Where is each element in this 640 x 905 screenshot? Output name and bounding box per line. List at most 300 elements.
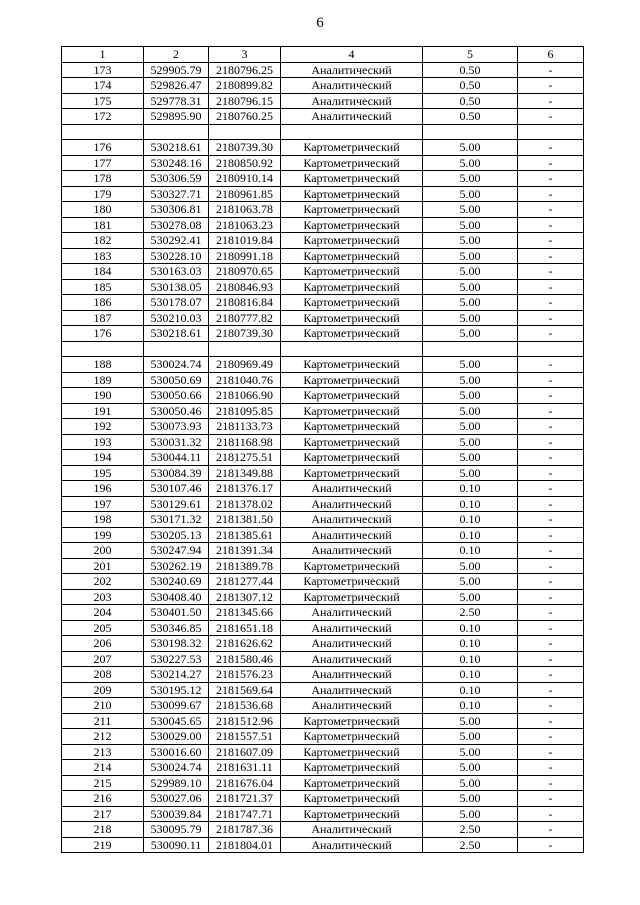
table-cell: 207 [62,651,144,667]
table-cell: - [518,791,584,807]
table-cell: 530050.66 [144,388,209,404]
table-cell: 2180796.15 [209,93,281,109]
table-cell: 530178.07 [144,295,209,311]
table-cell: 5.00 [423,403,518,419]
table-cell: 210 [62,698,144,714]
table-cell: 2181168.98 [209,434,281,450]
table-cell: 5.00 [423,357,518,373]
table-row [62,78,584,94]
table-cell: Картометрический [281,465,423,481]
table-row [62,791,584,807]
table-cell: 529826.47 [144,78,209,94]
table-cell-empty [209,341,281,357]
table-row [62,558,584,574]
table-cell: 2181721.37 [209,791,281,807]
table-cell: 2181747.71 [209,806,281,822]
table-cell: 530171.32 [144,512,209,528]
table-cell: 2180910.14 [209,171,281,187]
table-cell: Аналитический [281,527,423,543]
table-cell: - [518,744,584,760]
table-cell: Аналитический [281,78,423,94]
table-cell: 2181066.90 [209,388,281,404]
table-cell: 192 [62,419,144,435]
table-cell: - [518,357,584,373]
table-cell: 185 [62,279,144,295]
table-row [62,822,584,838]
table-cell: 198 [62,512,144,528]
table-cell: 530084.39 [144,465,209,481]
table-row [62,434,584,450]
table-cell: - [518,512,584,528]
table-cell: Аналитический [281,620,423,636]
table-cell: - [518,264,584,280]
table-cell: 196 [62,481,144,497]
table-cell: 194 [62,450,144,466]
table-row [62,589,584,605]
table-cell: - [518,760,584,776]
table-cell: 203 [62,589,144,605]
table-cell: 530248.16 [144,155,209,171]
table-cell: 530095.79 [144,822,209,838]
table-cell-empty [518,124,584,140]
table-cell: 529778.31 [144,93,209,109]
table-cell: 530050.46 [144,403,209,419]
table-cell: 5.00 [423,233,518,249]
table-cell: 2181095.85 [209,403,281,419]
table-cell: 529895.90 [144,109,209,125]
table-cell: 530024.74 [144,357,209,373]
table-cell: 2180846.93 [209,279,281,295]
table-cell: 206 [62,636,144,652]
table-cell: Аналитический [281,682,423,698]
table-cell: 5.00 [423,140,518,156]
table-cell-empty [518,341,584,357]
table-cell: - [518,217,584,233]
table-cell: - [518,682,584,698]
table-cell: - [518,372,584,388]
coordinates-table [61,46,584,853]
table-cell: 2181019.84 [209,233,281,249]
table-cell: 530306.59 [144,171,209,187]
table-cell: 0.50 [423,93,518,109]
table-cell: 0.50 [423,78,518,94]
table-row [62,372,584,388]
table-cell: Картометрический [281,310,423,326]
table-cell: 5.00 [423,326,518,342]
table-cell: - [518,636,584,652]
table-cell: 530228.10 [144,248,209,264]
table-cell: 2181651.18 [209,620,281,636]
table-row [62,698,584,714]
table-cell: 209 [62,682,144,698]
table-row [62,527,584,543]
table-cell: 2180969.49 [209,357,281,373]
table-cell-empty [423,124,518,140]
table-cell: 530214.27 [144,667,209,683]
table-cell: 530327.71 [144,186,209,202]
table-cell: Аналитический [281,512,423,528]
table-cell: - [518,651,584,667]
table-cell: 0.10 [423,481,518,497]
table-cell: 530090.11 [144,837,209,853]
table-cell: 530016.60 [144,744,209,760]
table-cell: 530195.12 [144,682,209,698]
table-cell: 2181063.23 [209,217,281,233]
table-row [62,744,584,760]
table-row [62,651,584,667]
table-cell: - [518,667,584,683]
table-cell: - [518,806,584,822]
table-cell: Картометрический [281,357,423,373]
table-cell: 2181063.78 [209,202,281,218]
table-cell: 0.10 [423,682,518,698]
table-cell-empty [144,341,209,357]
table-cell: 201 [62,558,144,574]
table-cell: 0.10 [423,543,518,559]
table-cell: 530073.93 [144,419,209,435]
table-cell: 190 [62,388,144,404]
table-cell: 208 [62,667,144,683]
table-cell: 191 [62,403,144,419]
table-cell: - [518,62,584,78]
table-cell: 188 [62,357,144,373]
table-cell: 530401.50 [144,605,209,621]
table-cell: Картометрический [281,744,423,760]
table-row [62,837,584,853]
table-cell: 530039.84 [144,806,209,822]
table-cell: Аналитический [281,698,423,714]
table-row [62,62,584,78]
table-cell: 530138.05 [144,279,209,295]
table-cell: 5.00 [423,186,518,202]
table-cell: 5.00 [423,217,518,233]
table-cell: 214 [62,760,144,776]
table-cell: 0.10 [423,698,518,714]
table-row [62,388,584,404]
table-cell: Аналитический [281,605,423,621]
table-cell: Аналитический [281,62,423,78]
table-cell: Аналитический [281,667,423,683]
table-cell: - [518,558,584,574]
table-cell: - [518,434,584,450]
table-cell: 5.00 [423,295,518,311]
table-cell: 2181378.02 [209,496,281,512]
table-cell-empty [281,341,423,357]
table-cell: 187 [62,310,144,326]
table-cell: Картометрический [281,713,423,729]
table-cell: 530218.61 [144,140,209,156]
table-cell: 2180899.82 [209,78,281,94]
table-cell: - [518,465,584,481]
table-cell: 530262.19 [144,558,209,574]
table-cell: 530050.69 [144,372,209,388]
table-cell: Картометрический [281,326,423,342]
table-cell: Картометрический [281,388,423,404]
table-row [62,713,584,729]
table-cell: - [518,620,584,636]
table-cell: - [518,109,584,125]
table-cell: 2181389.78 [209,558,281,574]
table-cell: 2181569.64 [209,682,281,698]
table-cell: - [518,93,584,109]
table-cell: Картометрический [281,760,423,776]
table-cell: 5.00 [423,775,518,791]
table-cell: - [518,496,584,512]
table-cell: - [518,527,584,543]
table-row [62,155,584,171]
table-cell: Картометрический [281,419,423,435]
table-row [62,295,584,311]
table-cell: 2181626.62 [209,636,281,652]
table-cell: 530205.13 [144,527,209,543]
table-cell: Картометрический [281,248,423,264]
table-cell: Картометрический [281,403,423,419]
table-row [62,512,584,528]
table-cell: 173 [62,62,144,78]
table-row [62,574,584,590]
table-cell: 5.00 [423,388,518,404]
blank-separator-row [62,124,584,140]
table-cell: 530292.41 [144,233,209,249]
table-cell: - [518,248,584,264]
table-cell: 216 [62,791,144,807]
table-cell: 217 [62,806,144,822]
column-header: 5 [423,47,518,63]
table-cell: 530240.69 [144,574,209,590]
table-row [62,419,584,435]
table-cell: 2181512.96 [209,713,281,729]
table-cell: 5.00 [423,372,518,388]
table-cell: 5.00 [423,744,518,760]
table-cell: 2181040.76 [209,372,281,388]
table-cell: Аналитический [281,837,423,853]
table-row [62,496,584,512]
table-cell: 176 [62,140,144,156]
table-cell: - [518,713,584,729]
table-cell: 5.00 [423,171,518,187]
table-cell: 218 [62,822,144,838]
table-cell: 213 [62,744,144,760]
table-cell: 182 [62,233,144,249]
table-cell: 172 [62,109,144,125]
table-cell: 2181307.12 [209,589,281,605]
table-cell: 5.00 [423,589,518,605]
table-cell: 0.10 [423,651,518,667]
table-cell: Картометрический [281,202,423,218]
table-cell: 0.10 [423,667,518,683]
table-cell: 530099.67 [144,698,209,714]
table-cell: 529905.79 [144,62,209,78]
table-cell: Картометрический [281,589,423,605]
table-cell: 5.00 [423,465,518,481]
table-cell: - [518,310,584,326]
table-cell: 530218.61 [144,326,209,342]
table-row [62,93,584,109]
page-number: 6 [316,15,324,31]
table-cell: 2180760.25 [209,109,281,125]
table-cell: - [518,729,584,745]
table-cell: Аналитический [281,481,423,497]
table-cell: 5.00 [423,248,518,264]
column-header: 4 [281,47,423,63]
table-cell: 177 [62,155,144,171]
table-row [62,403,584,419]
table-cell: 5.00 [423,713,518,729]
table-cell: - [518,481,584,497]
table-row [62,605,584,621]
table-cell: - [518,589,584,605]
table-cell: - [518,403,584,419]
table-cell: - [518,279,584,295]
table-cell: - [518,419,584,435]
table-row [62,450,584,466]
table-cell: 2181275.51 [209,450,281,466]
table-cell: Аналитический [281,496,423,512]
table-cell: 199 [62,527,144,543]
table-cell: 5.00 [423,155,518,171]
table-cell: 2181580.46 [209,651,281,667]
table-cell: 202 [62,574,144,590]
table-cell: 179 [62,186,144,202]
table-cell: 530045.65 [144,713,209,729]
table-cell: Картометрический [281,186,423,202]
table-cell: 0.10 [423,496,518,512]
table-cell: 0.50 [423,62,518,78]
table-cell: - [518,171,584,187]
table-row [62,357,584,373]
table-cell: 219 [62,837,144,853]
table-row [62,326,584,342]
table-cell: 5.00 [423,574,518,590]
table-cell: - [518,543,584,559]
table-cell-empty [281,124,423,140]
table-cell: 193 [62,434,144,450]
table-cell: 5.00 [423,806,518,822]
table-cell: - [518,837,584,853]
table-cell: 2180970.65 [209,264,281,280]
table-cell: 529989.10 [144,775,209,791]
table-cell: 530278.08 [144,217,209,233]
table-cell: 2180796.25 [209,62,281,78]
table-row [62,465,584,481]
table-cell: 180 [62,202,144,218]
table-cell: Картометрический [281,450,423,466]
table-cell: 5.00 [423,791,518,807]
table-cell: Картометрический [281,295,423,311]
table-cell: 0.10 [423,527,518,543]
table-cell: 2181676.04 [209,775,281,791]
table-cell: 2181557.51 [209,729,281,745]
table-cell: Аналитический [281,93,423,109]
table-cell: 2181536.68 [209,698,281,714]
table-cell: 5.00 [423,450,518,466]
table-cell: 211 [62,713,144,729]
table-row [62,806,584,822]
table-cell: 2181381.50 [209,512,281,528]
table-cell: 2180816.84 [209,295,281,311]
table-cell: Картометрический [281,140,423,156]
table-cell: 215 [62,775,144,791]
table-cell: 0.10 [423,636,518,652]
column-header: 6 [518,47,584,63]
table-cell: Картометрический [281,171,423,187]
table-row [62,186,584,202]
table-cell-empty [423,341,518,357]
table-cell: 205 [62,620,144,636]
table-cell: 2181345.66 [209,605,281,621]
table-cell: 530107.46 [144,481,209,497]
table-cell: 530129.61 [144,496,209,512]
table-cell: 5.00 [423,558,518,574]
table-cell: 530031.32 [144,434,209,450]
table-cell: Картометрический [281,155,423,171]
table-cell: - [518,450,584,466]
table-cell: 176 [62,326,144,342]
table-cell: - [518,574,584,590]
table-cell: 530227.53 [144,651,209,667]
table-row [62,775,584,791]
table-cell: - [518,326,584,342]
table-cell: 5.00 [423,434,518,450]
table-cell: - [518,295,584,311]
column-header: 1 [62,47,144,63]
table-cell: 2180961.85 [209,186,281,202]
table-cell: 530024.74 [144,760,209,776]
table-cell: 175 [62,93,144,109]
table-cell: 5.00 [423,419,518,435]
table-row [62,171,584,187]
table-body [62,62,584,853]
table-cell: 5.00 [423,729,518,745]
table-cell: - [518,605,584,621]
table-row [62,682,584,698]
table-row [62,760,584,776]
table-cell: 2.50 [423,822,518,838]
table-cell: 2181277.44 [209,574,281,590]
table-cell: 530306.81 [144,202,209,218]
column-header: 2 [144,47,209,63]
table-cell: - [518,202,584,218]
table-row [62,481,584,497]
table-cell: Аналитический [281,543,423,559]
table-cell: 212 [62,729,144,745]
table-cell: 174 [62,78,144,94]
table-cell: 2.50 [423,837,518,853]
table-cell: 530346.85 [144,620,209,636]
table-row [62,543,584,559]
table-row [62,620,584,636]
table-cell: 530247.94 [144,543,209,559]
table-cell: 0.10 [423,620,518,636]
table-cell: 2180739.30 [209,140,281,156]
table-cell: 5.00 [423,760,518,776]
table-cell: 5.00 [423,279,518,295]
table-cell: 530029.00 [144,729,209,745]
table-cell-empty [62,341,144,357]
table-cell: Картометрический [281,558,423,574]
table-row [62,264,584,280]
table-cell: 530198.32 [144,636,209,652]
blank-separator-row [62,341,584,357]
table-cell-empty [209,124,281,140]
table-row [62,279,584,295]
table-cell: 530210.03 [144,310,209,326]
table-cell: - [518,388,584,404]
table-cell: Аналитический [281,651,423,667]
table-row [62,310,584,326]
table-cell: 2181787.36 [209,822,281,838]
table-cell: 189 [62,372,144,388]
